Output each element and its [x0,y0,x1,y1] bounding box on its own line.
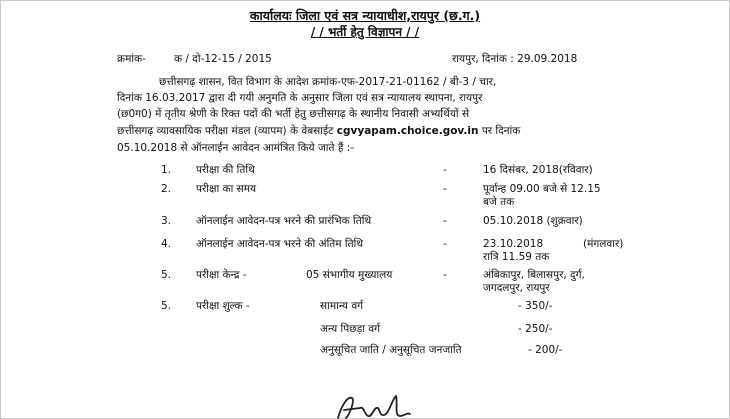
place-date: रायपुर, दिनांक : 29.09.2018 [452,53,578,65]
intro-line-2: दिनांक 16.03.2017 द्वारा दी गयी अनुमति के अनुसार जिला एवं सत्र न्यायालय स्थापना, रायपुर [117,92,483,104]
item-number: 1. [161,164,172,176]
fee-category: अन्य पिछड़ा वर्ग [320,323,381,335]
intro-line-4 [117,126,520,137]
website-link[interactable]: cgvyapam.choice.gov.in [336,125,479,137]
item-number: 5. [161,300,172,312]
item-value-last-date: 23.10.2018 [483,238,544,250]
fee-category: अनुसूचित जाति / अनुसूचित जनजाति [320,344,462,356]
fee-amount: - 200/- [528,344,563,356]
item-label-exam-date: परीक्षा की तिथि [196,164,255,176]
intro-line-5: 05.10.2018 से ऑनलाईन आवेदन आमंत्रित किये जाते हैं :- [117,142,355,154]
item-value-start-date: 05.10.2018 (शुक्रवार) [483,215,583,227]
item-value-exam-time: पूर्वान्ह 09.00 बजे से 12.15 [483,183,601,195]
advertisement-title: / / भर्ती हेतु विज्ञापन / / [310,25,420,39]
item-dash: - [443,183,447,195]
item-value-exam-centre: अंबिकापुर, बिलासपुर, दुर्ग, [483,269,585,281]
item-number: 3. [161,215,172,227]
item-label-last-date: ऑनलाईन आवेदन-पत्र भरने की अंतिम तिथि [196,238,364,250]
item-centre-count: 05 संभागीय मुख्यालय [306,269,393,281]
item-number: 2. [161,183,172,195]
item-value-exam-centre-cont: जगदलपुर, रायपुर [483,282,550,294]
intro-line-4-start: छत्तीसगढ़ व्यावसायिक परीक्षा मंडल (व्यापम) के वेबसाईट [117,125,334,137]
item-dash: - [443,238,447,250]
fee-category: सामान्य वर्ग [320,300,364,312]
fee-amount: - 250/- [518,323,553,335]
signature [330,392,430,419]
office-heading: कार्यालयः जिला एवं सत्र न्यायाधीश,रायपुर (छ.ग.) [249,8,481,23]
item-value-exam-date: 16 दिसंबर, 2018(रविवार) [483,164,593,176]
item-dash: - [443,215,447,227]
intro-line-1: छत्तीसगढ़ शासन, वित विभाग के आदेश क्रमांक-एफ-2017-21-01162 / बी-3 / चार, [159,76,497,88]
item-label-exam-centre: परीक्षा केन्द्र - [196,269,247,281]
fee-amount: - 350/- [518,300,553,312]
item-value-exam-time-cont: बजे तक [483,196,515,208]
item-label-exam-time: परीक्षा का समय [196,183,257,195]
item-label-start-date: ऑनलाईन आवेदन-पत्र भरने की प्रारंभिक तिथि [196,215,372,227]
reference-number: क / दो-12-15 / 2015 [174,53,272,65]
item-label-exam-fee: परीक्षा शुल्क - [196,300,250,312]
item-value-last-date-cont: रात्रि 11.59 तक [483,251,550,263]
item-dash: - [443,269,447,281]
item-number: 4. [161,238,172,250]
item-number: 5. [161,269,172,281]
intro-line-3: (छ0ग0) में तृतीय श्रेणी के रिक्त पदों की भर्ती हेतु छत्तीसगढ़ के स्थानीय निवासी अभ्यर्थियों से [117,108,470,120]
intro-line-4-end: पर दिनांक [481,125,521,137]
item-dash: - [443,164,447,176]
reference-label: क्रमांक- [117,53,146,65]
item-value-last-date-day: (मंगलवार) [583,238,624,250]
